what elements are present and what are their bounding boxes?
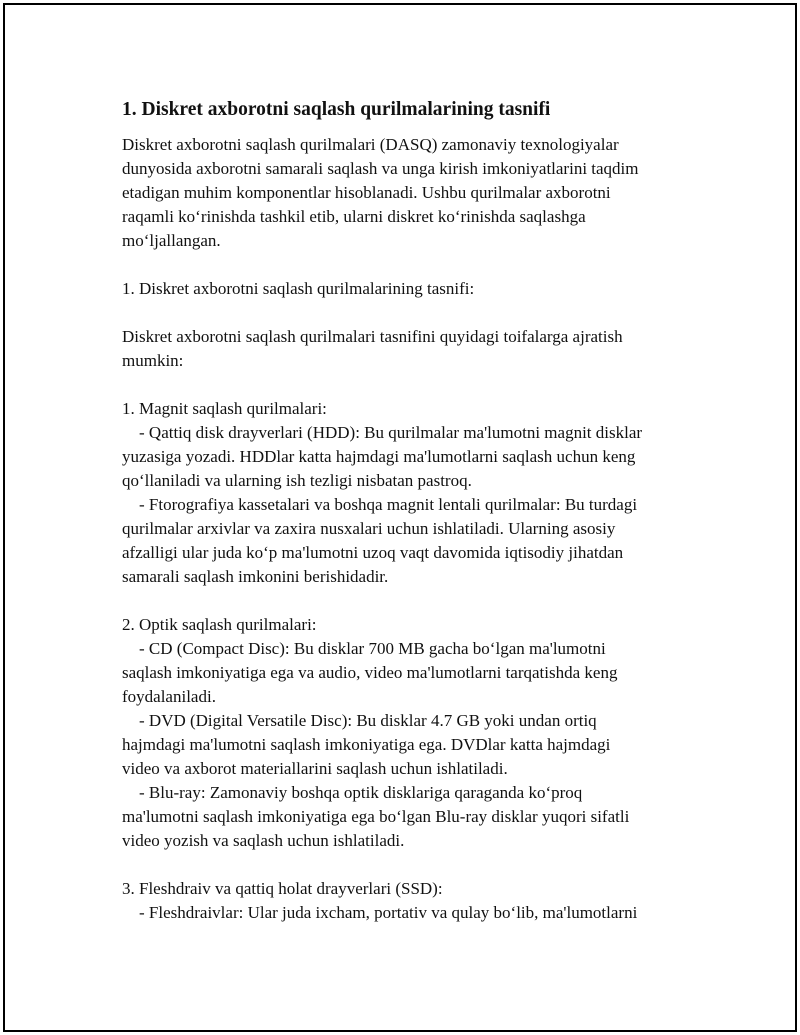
list-item-line: saqlash imkoniyatiga ega va audio, video ma'lumotlarni tarqatishda keng <box>122 663 618 682</box>
list-item-line: afzalligi ular juda ko‘p ma'lumotni uzoq vaqt davomida iqtisodiy jihatdan <box>122 543 624 562</box>
document-content <box>122 97 702 925</box>
paragraph-line: etadigan muhim komponentlar hisoblanadi. Ushbu qurilmalar axborotni <box>122 183 611 202</box>
magnetic-storage-section <box>122 397 702 589</box>
list-item-line: - Blu-ray: Zamonaviy boshqa optik disklariga qaraganda ko‘proq <box>122 783 583 802</box>
list-item-line: qurilmalar arxivlar va zaxira nusxalari uchun ishlatiladi. Ularning asosiy <box>122 519 616 538</box>
list-item-line: samarali saqlash imkonini berishidadir. <box>122 567 389 586</box>
spacer <box>122 373 702 397</box>
document-heading: 1. Diskret axborotni saqlash qurilmalarining tasnifi <box>122 99 551 120</box>
list-heading: 3. Fleshdraiv va qattiq holat drayverlari (SSD): <box>122 879 443 898</box>
section-subheading: 1. Diskret axborotni saqlash qurilmalarining tasnifi: <box>122 279 475 298</box>
list-item-line: qo‘llaniladi va ularning ish tezligi nisbatan pastroq. <box>122 471 472 490</box>
list-item-line: hajmdagi ma'lumotni saqlash imkoniyatiga ega. DVDlar katta hajmdagi <box>122 735 611 754</box>
list-heading: 2. Optik saqlash qurilmalari: <box>122 615 317 634</box>
list-item-line: foydalaniladi. <box>122 687 216 706</box>
list-item-line: - CD (Compact Disc): Bu disklar 700 MB gacha bo‘lgan ma'lumotni <box>122 639 606 658</box>
list-heading: 1. Magnit saqlash qurilmalari: <box>122 399 327 418</box>
document-page <box>3 3 797 1032</box>
optical-storage-section <box>122 613 702 853</box>
spacer <box>122 253 702 277</box>
list-item-line: - DVD (Digital Versatile Disc): Bu disklar 4.7 GB yoki undan ortiq <box>122 711 597 730</box>
paragraph-line: mo‘ljallangan. <box>122 231 221 250</box>
list-item-line: - Ftorografiya kassetalari va boshqa magnit lentali qurilmalar: Bu turdagi <box>122 495 638 514</box>
list-item-line: ma'lumotni saqlash imkoniyatiga ega bo‘lgan Blu-ray disklar yuqori sifatli <box>122 807 630 826</box>
flash-ssd-section <box>122 877 702 925</box>
paragraph-line: raqamli ko‘rinishda tashkil etib, ularni diskret ko‘rinishda saqlashga <box>122 207 586 226</box>
paragraph-line: Diskret axborotni saqlash qurilmalari tasnifini quyidagi toifalarga ajratish <box>122 327 623 346</box>
paragraph-line: Diskret axborotni saqlash qurilmalari (DASQ) zamonaviy texnologiyalar <box>122 135 619 154</box>
list-item-line: - Qattiq disk drayverlari (HDD): Bu qurilmalar ma'lumotni magnit disklar <box>122 423 643 442</box>
spacer <box>122 589 702 613</box>
paragraph-line: dunyosida axborotni samarali saqlash va unga kirish imkoniyatlarini taqdim <box>122 159 639 178</box>
list-item-line: video va axborot materiallarini saqlash uchun ishlatiladi. <box>122 759 508 778</box>
spacer <box>122 301 702 325</box>
list-item-line: - Fleshdraivlar: Ular juda ixcham, portativ va qulay bo‘lib, ma'lumotlarni <box>122 903 638 922</box>
paragraph-line: mumkin: <box>122 351 184 370</box>
list-item-line: video yozish va saqlash uchun ishlatiladi. <box>122 831 405 850</box>
intro-paragraph <box>122 133 702 253</box>
spacer <box>122 853 702 877</box>
classification-paragraph <box>122 325 702 373</box>
list-item-line: yuzasiga yozadi. HDDlar katta hajmdagi ma'lumotlarni saqlash uchun keng <box>122 447 636 466</box>
